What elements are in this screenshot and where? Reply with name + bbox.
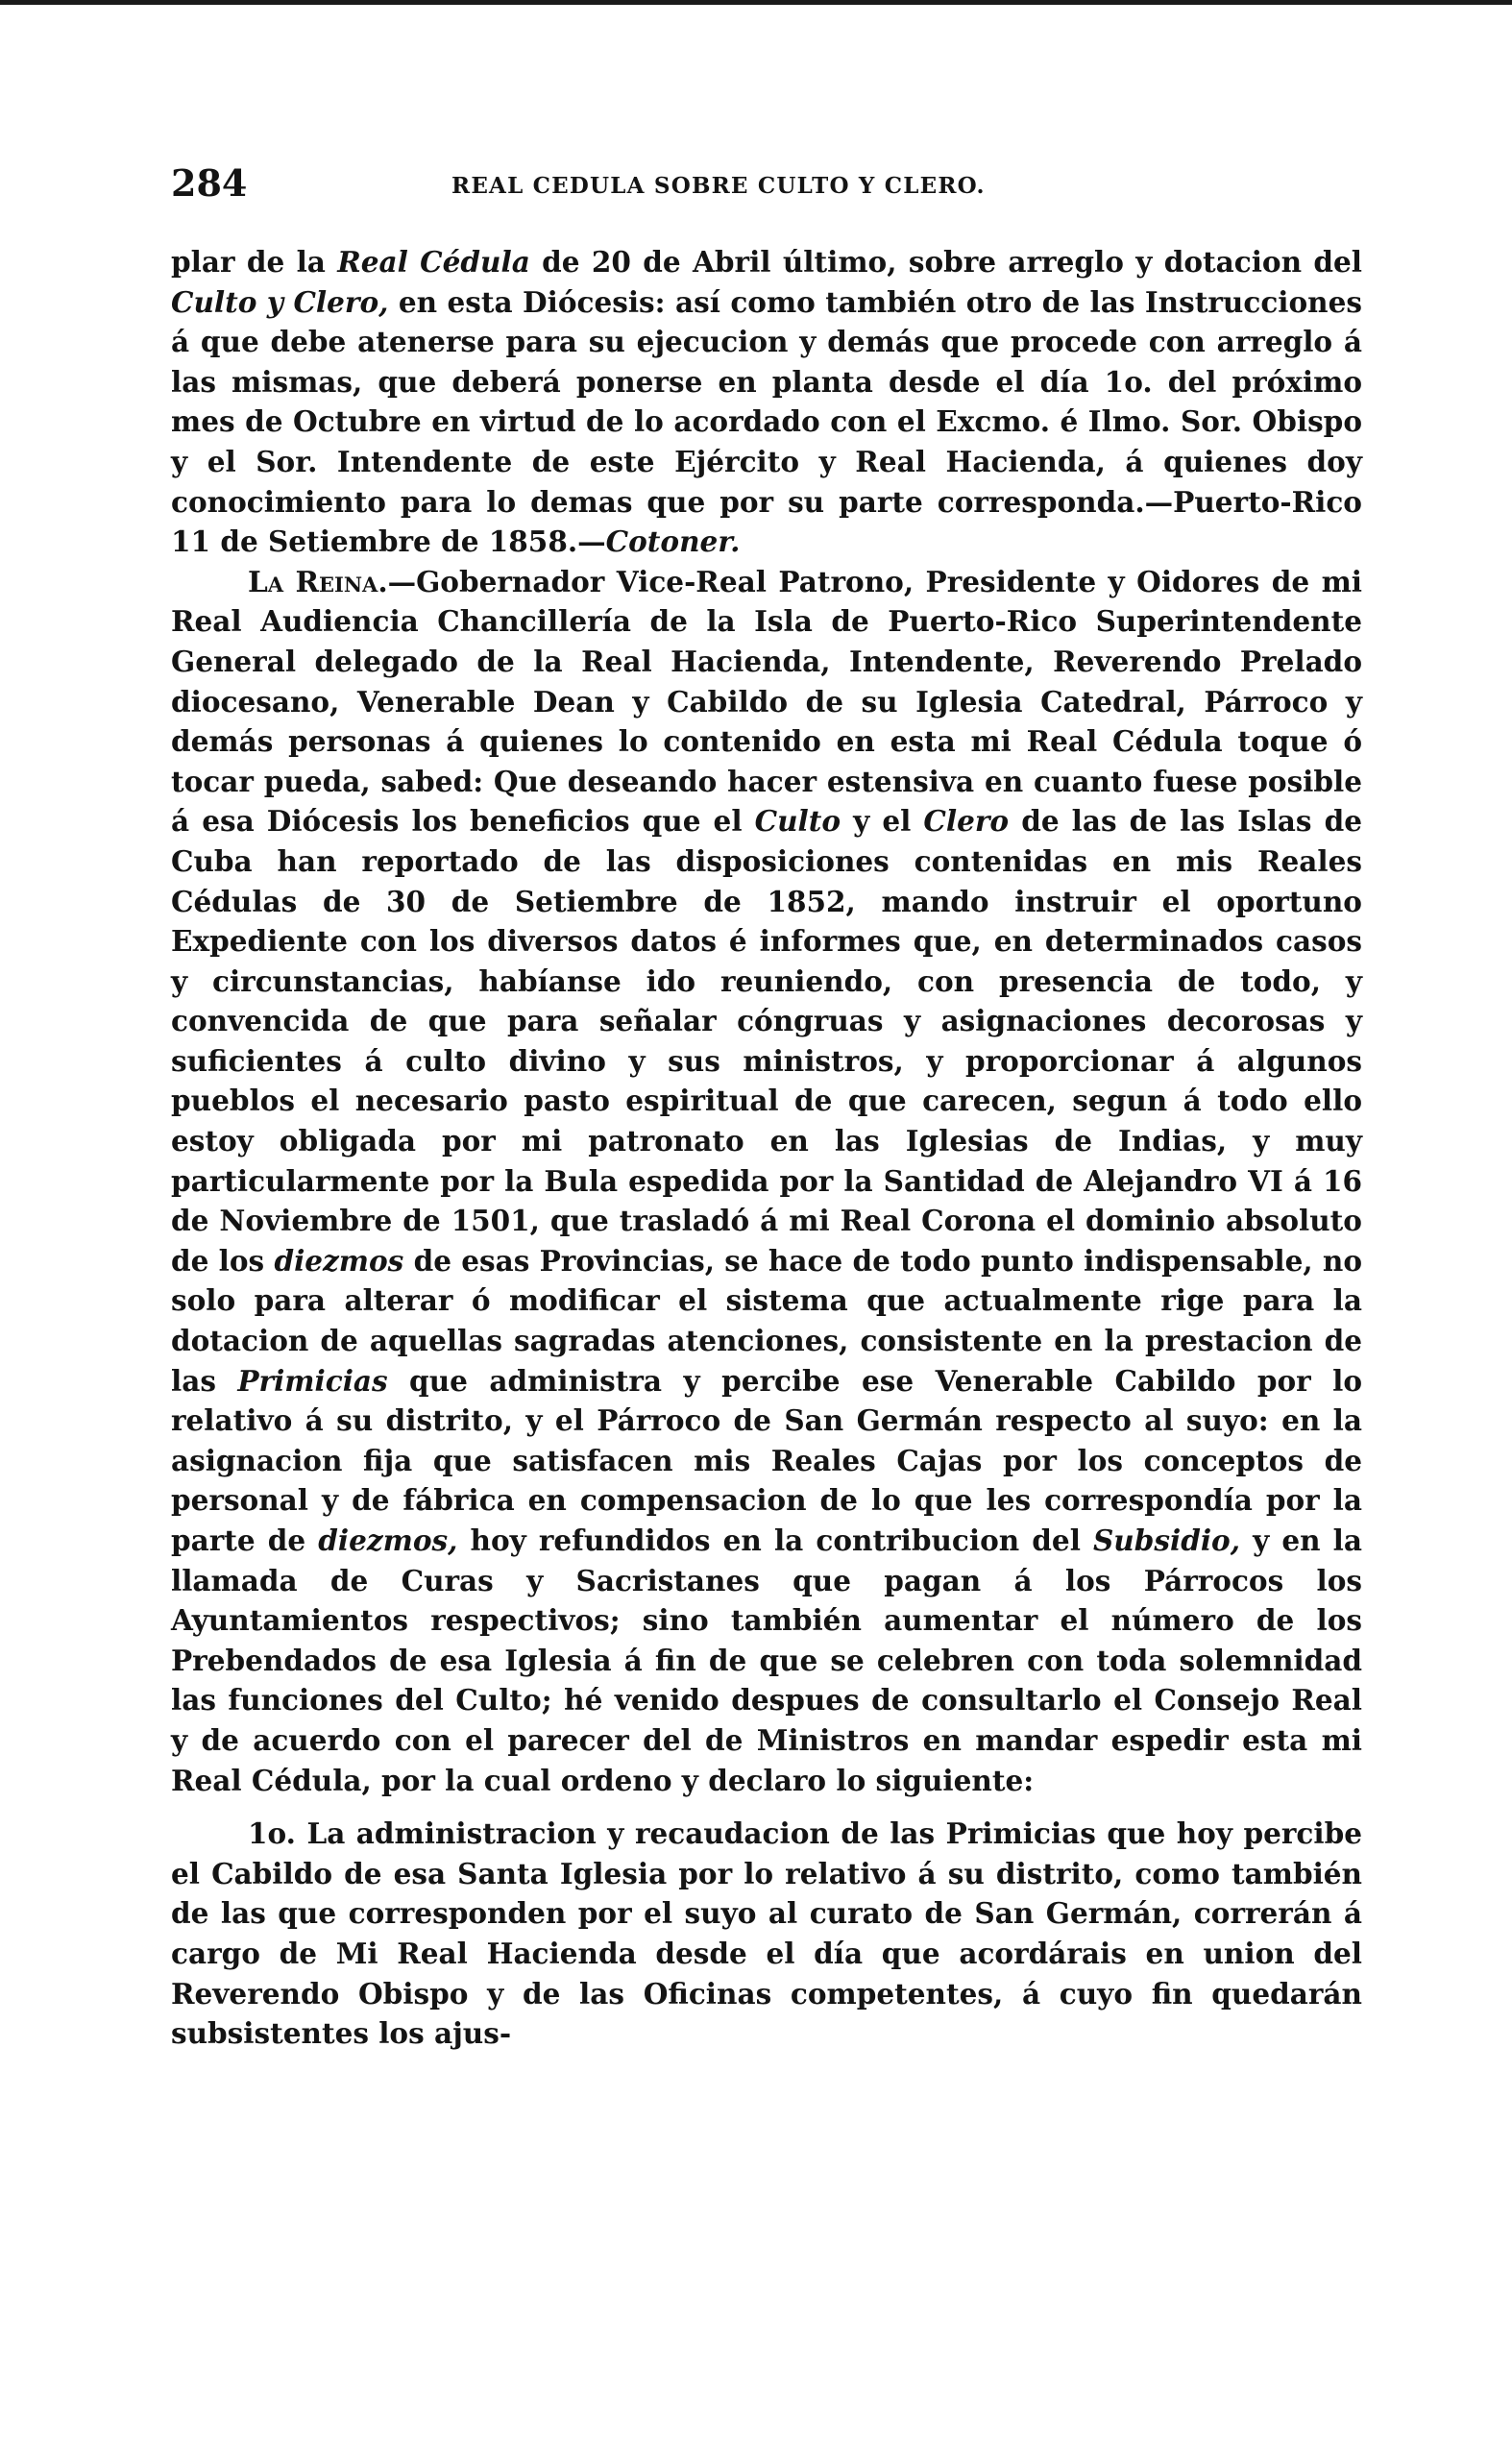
italic-run: Real Cédula — [337, 245, 530, 279]
signature-cotoner: Cotoner. — [605, 524, 741, 559]
running-head: REAL CEDULA SOBRE CULTO Y CLERO. — [451, 173, 986, 199]
paragraph-royal-decree — [171, 562, 1362, 1800]
body-text — [171, 242, 1362, 2442]
text-run: plar de la — [171, 245, 338, 279]
italic-run: diezmos — [274, 1243, 404, 1278]
italic-run: Primicias — [237, 1363, 388, 1398]
text-run: que administra y percibe ese Venerable Cabildo por lo relativo á su distrito, y el Párroco de San Germán respecto al suyo: en la asignacion fija que satisfacen mis Reales Cajas por los conceptos de personal y de fábrica en compensacion de lo que les correspondía por la parte de — [171, 1363, 1362, 1557]
page-header — [171, 161, 1362, 209]
text-run: en esta Diócesis: así como también otro de las Instrucciones á que debe atenerse para su ejecucion y demás que procede con arreglo á las mismas, que deberá ponerse en planta desde el día 1o. del próximo mes de Octubre en virtud de lo acordado con el Excmo. é Ilmo. Sor. Obispo y el Sor. Intendente de este Ejército y Real Hacienda, á quienes doy conocimiento para lo demas que por su parte corresponda.—Puerto-Rico 11 de Setiembre de 1858.— — [171, 284, 1362, 559]
page-number: 284 — [171, 161, 248, 205]
paragraph-continuation — [171, 242, 1362, 562]
italic-run: Culto y Clero, — [171, 284, 389, 319]
salutation-la-reina: La Reina. — [248, 564, 388, 598]
paragraph-article-1: 1o. La administracion y recaudacion de las Primicias que hoy percibe el Cabildo de esa Santa Iglesia por lo relativo á su distrito, como también de las que corresponden por el suyo al curato de San Germán, correrán á cargo de Mi Real Hacienda desde el día que acordárais en union del Reverendo Obispo y de las Oficinas competentes, á cuyo fin quedarán subsistentes los ajus- — [171, 1816, 1362, 2051]
italic-run: Clero — [923, 804, 1010, 839]
text-run: de esas Provincias, se hace de todo punto indispensable, no solo para alterar ó modificar el sistema que actualmente rige para la dotacion de aquellas sagradas atenciones, consistente en la prestacion de las — [171, 1243, 1363, 1398]
top-rule — [0, 0, 1512, 5]
italic-run: diezmos, — [318, 1524, 458, 1557]
text-run: hoy refundidos en la contribucion del — [457, 1524, 1093, 1557]
text-run: —Gobernador Vice-Real Patrono, Presidente y Oidores de mi Real Audiencia Chancillería de la Isla de Puerto-Rico Superintendente General delegado de la Real Hacienda, Intendente, Reverendo Prelado diocesano, Venerable Dean y Cabildo de su Iglesia Catedral, Párroco y demás personas á quienes lo contenido en esta mi Real Cédula toque ó tocar pueda, sabed: Que deseando hacer estensiva en cuanto fuese posible á esa Diócesis los beneficios que el — [171, 564, 1362, 839]
text-run: de 20 de Abril último, sobre arreglo y dotacion del — [529, 245, 1362, 279]
text-run: y el — [841, 804, 924, 839]
text-run: de las de las Islas de Cuba han reportado de las disposiciones contenidas en mis Reales Cédulas de 30 de Setiembre de 1852, mando instruir el oportuno Expediente con los diversos datos é informes que, en determinados casos y circunstancias, habíanse ido reuniendo, con presencia de todo, y convencida de que para señalar cóngruas y asignaciones decorosas y suficientes á culto divino y sus ministros, y proporcionar á algunos pueblos el necesario pasto espiritual de que carecen, segun á todo ello estoy obligada por mi patronato en las Iglesias de Indias, y muy particularmente por la Bula espedida por la Santidad de Alejandro VI á 16 de Noviembre de 1501, que trasladó á mi Real Corona el dominio absoluto de los — [171, 804, 1362, 1278]
italic-run: Subsidio, — [1093, 1524, 1240, 1557]
text-run: y en la llamada de Curas y Sacristanes que pagan á los Párrocos los Ayuntamientos respectivos; sino también aumentar el número de los Prebendados de esa Iglesia á fin de que se celebren con toda solemnidad las funciones del Culto; hé venido despues de consultarlo el Consejo Real y de acuerdo con el parecer del de Ministros en mandar espedir esta mi Real Cédula, por la cual ordeno y declaro lo siguiente: — [171, 1524, 1362, 1797]
italic-run: Culto — [754, 804, 841, 839]
